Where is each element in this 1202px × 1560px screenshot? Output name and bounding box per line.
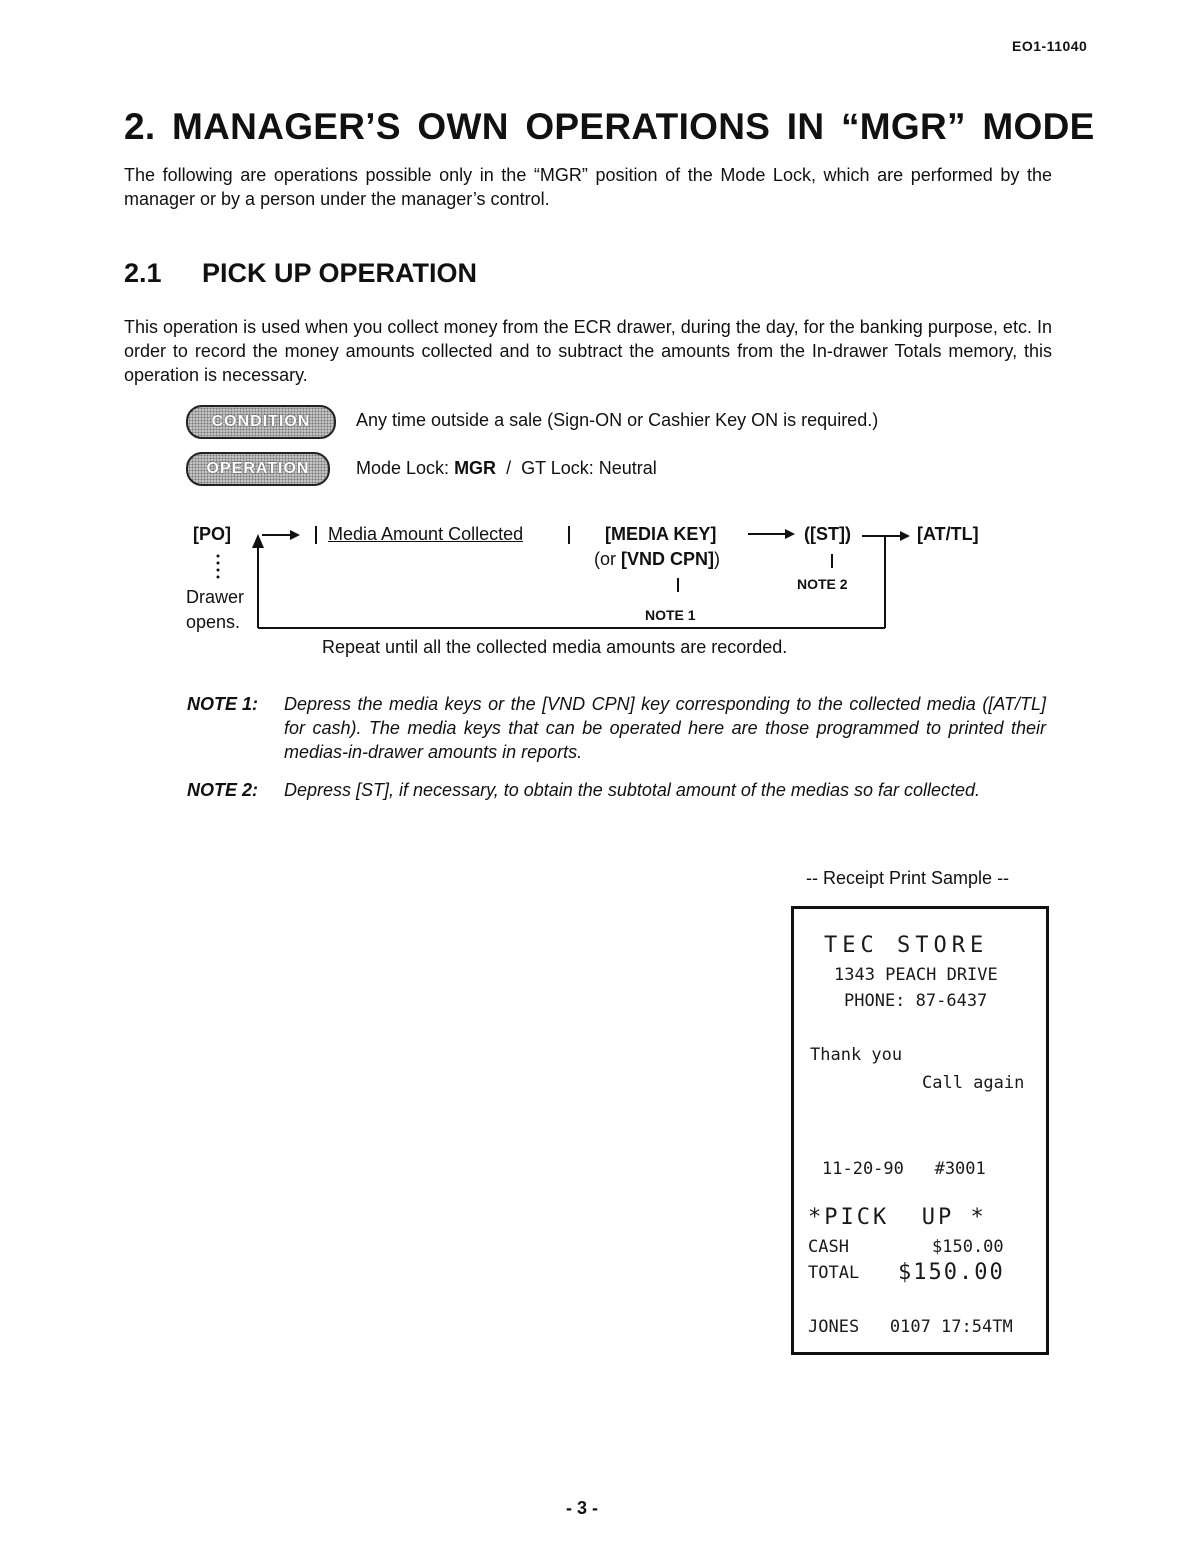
page-number: - 3 - [566, 1498, 599, 1518]
subsection-title: PICK UP OPERATION [202, 258, 478, 288]
opens-label: opens. [186, 612, 241, 632]
repeat-text: Repeat until all the collected media amounts are recorded. [322, 637, 788, 657]
st-key: ([ST]) [804, 524, 851, 544]
note1-ref: NOTE 1 [645, 607, 696, 623]
vnd-cpn-alt [594, 549, 720, 570]
mode-lock-label: Mode Lock: [356, 458, 455, 478]
loop-arrowhead [252, 534, 264, 548]
mode-lock-value: MGR [454, 458, 497, 478]
drawer-label: Drawer [186, 587, 245, 607]
po-key: [PO] [193, 524, 231, 544]
condition-text: Any time outside a sale (Sign-ON or Cashier Key ON is required.) [356, 410, 879, 430]
document-number: EO1-11040 [1012, 38, 1088, 54]
media-amount-collected: Media Amount Collected [328, 524, 524, 544]
receipt-phone: PHONE: 87-6437 [844, 991, 988, 1011]
receipt-thank-you: Thank you [810, 1045, 903, 1065]
subsection-paragraph: This operation is used when you collect money from the ECR drawer, during the day, for the banking purpose, etc. In order to record the money amounts collected and to subtract the amounts from the In-drawer Totals memory, this operation is necessary. [124, 317, 1052, 385]
at-tl-key: [AT/TL] [917, 524, 979, 544]
flow-diagram-lines [0, 0, 1202, 700]
receipt-address: 1343 PEACH DRIVE [834, 965, 998, 985]
section-title: 2. MANAGER’S OWN OPERATIONS IN “MGR” MODE [124, 106, 1095, 147]
operation-badge: OPERATION [186, 452, 330, 486]
receipt-cash-value: $150.00 [932, 1237, 1004, 1257]
receipt-total-label: TOTAL [808, 1263, 860, 1283]
receipt-date-line: 11-20-90 #3001 [822, 1159, 986, 1179]
media-key: [MEDIA KEY] [605, 524, 717, 544]
note2-ref: NOTE 2 [797, 576, 848, 592]
receipt-store: TEC STORE [824, 933, 989, 958]
subsection-number: 2.1 [124, 258, 162, 288]
receipt-total-value: $150.00 [898, 1260, 1005, 1285]
note1-text: Depress the media keys or the [VND CPN] key corresponding to the collected media ([AT/TL] for cash). The media keys that can be operated here are those programmed to printed their medias-in-drawer amounts in reports. [284, 694, 1046, 762]
receipt-pickup: *PICK UP * [808, 1205, 987, 1230]
receipt-cash-label: CASH [808, 1237, 849, 1257]
arrowhead [290, 530, 300, 540]
condition-badge: CONDITION [186, 405, 336, 439]
drawer-dots [217, 555, 220, 579]
gt-lock-text: / GT Lock: Neutral [496, 458, 657, 478]
receipt-caption: -- Receipt Print Sample -- [806, 868, 1010, 888]
section-intro: The following are operations possible only in the “MGR” position of the Mode Lock, which are performed by the manager or by a person under the manager’s control. [124, 165, 1052, 209]
vnd-cpn-prefix: (or [594, 549, 621, 569]
receipt-footer: JONES 0107 17:54TM [808, 1317, 1013, 1337]
note1-label: NOTE 1: [187, 694, 259, 714]
note2-label: NOTE 2: [187, 780, 259, 800]
receipt-sample [791, 906, 1049, 1355]
receipt-call-again: Call again [922, 1073, 1025, 1093]
vnd-cpn-key: [VND CPN] [621, 549, 714, 569]
vnd-cpn-suffix: ) [714, 549, 720, 569]
note2-text: Depress [ST], if necessary, to obtain the subtotal amount of the medias so far collected. [284, 780, 981, 800]
